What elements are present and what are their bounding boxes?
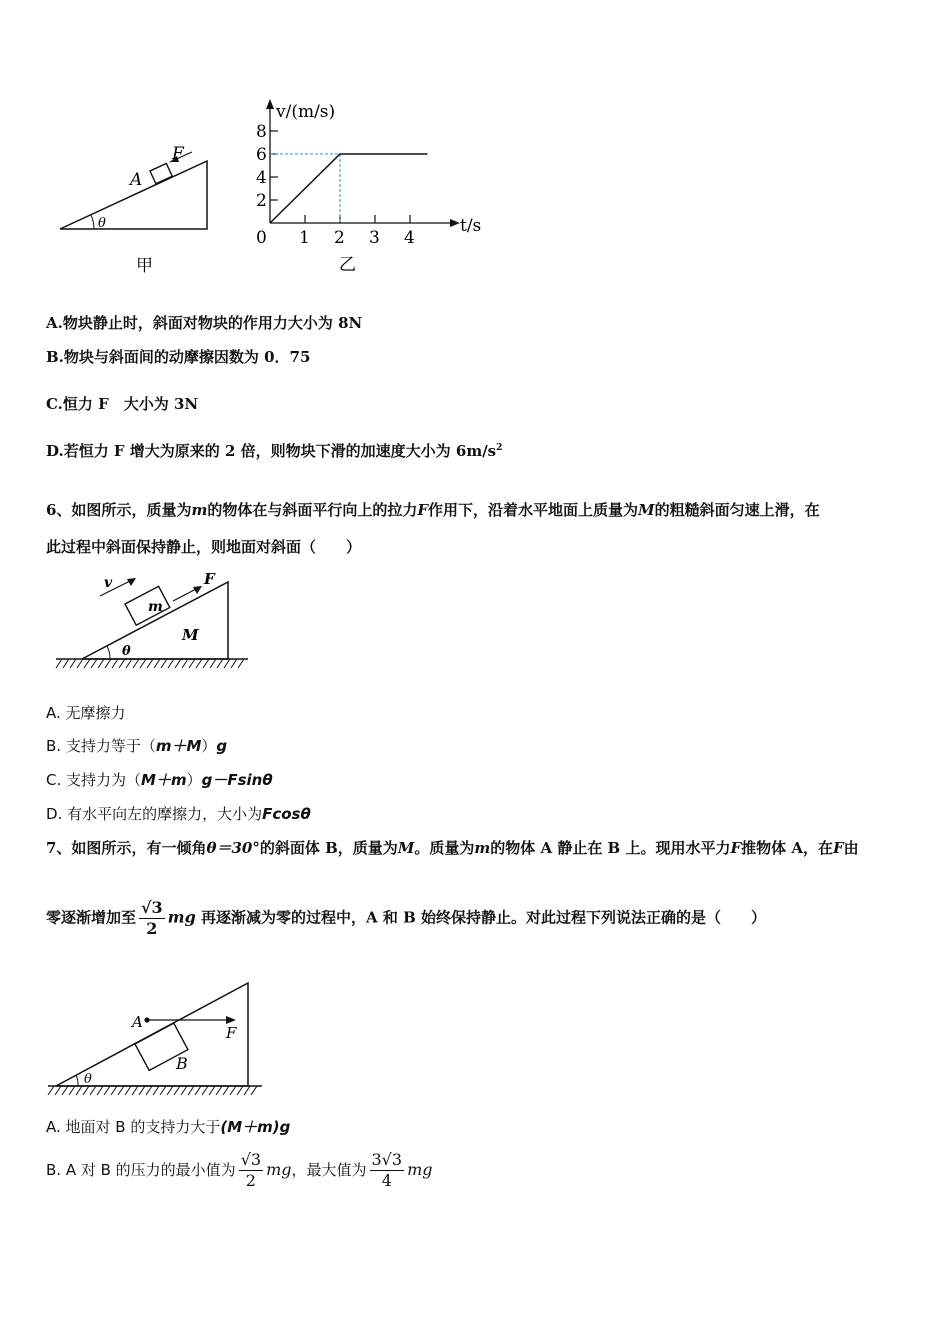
ground-hatch (167, 1086, 173, 1095)
x-axis-arrow (450, 219, 460, 227)
ground-hatch (77, 659, 83, 668)
ground-hatch (62, 1086, 68, 1095)
label-A: A (130, 170, 143, 190)
caption-jia: 甲 (136, 256, 153, 275)
ground-hatch (168, 659, 174, 668)
ground-hatch (210, 659, 216, 668)
ground-hatch (104, 1086, 110, 1095)
q5-option-b: B.物块与斜面间的动摩擦因数为 0．75 (46, 348, 311, 366)
ground-hatch (188, 1086, 194, 1095)
ground-hatch (97, 1086, 103, 1095)
q6-label-theta: θ (122, 644, 131, 659)
ground-hatch (118, 1086, 124, 1095)
ground-hatch (140, 659, 146, 668)
q7-label-theta: θ (84, 1072, 92, 1087)
ground-hatch (55, 1086, 61, 1095)
q5-option-d (46, 440, 502, 461)
ground-hatch (223, 1086, 229, 1095)
q6-label-m: m (148, 599, 163, 615)
ground-hatch (147, 659, 153, 668)
incline-figure-jia (50, 135, 220, 275)
q7-figure (44, 975, 266, 1100)
ground-hatch (174, 1086, 180, 1095)
ground-hatch (63, 659, 69, 668)
x-tick-label: 3 (369, 228, 380, 248)
ground-hatch (202, 1086, 208, 1095)
ground-hatch (154, 659, 160, 668)
q7-stem-line1: 7、如图所示，有一倾角θ＝30°的斜面体 B，质量为M。质量为m的物体 A 静止在 B 上。现用水平力F推物体 A，在F由 (46, 839, 859, 857)
x-tick-label: 4 (404, 228, 415, 248)
ground-hatch (231, 659, 237, 668)
ground-hatch (90, 1086, 96, 1095)
x-tick-label: 1 (299, 228, 310, 248)
q7-fraction: $\frac{√3}{2}$ (141, 898, 163, 938)
caption-yi: 乙 (339, 255, 356, 275)
q6-option-c: C. 支持力为（M＋m）g－Fsinθ (46, 771, 273, 789)
ground-hatch (181, 1086, 187, 1095)
ground-hatch (237, 1086, 243, 1095)
ground-hatch (126, 659, 132, 668)
ground-hatch (196, 659, 202, 668)
q5-option-c: C.恒力 F 大小为 3N (46, 395, 199, 413)
ground-hatch (98, 659, 104, 668)
ground-hatch (161, 659, 167, 668)
velocity-time-chart (250, 95, 500, 280)
ground-hatch (119, 659, 125, 668)
ground-hatch (251, 1086, 257, 1095)
q7-label-B: B (176, 1054, 188, 1073)
ground-hatch (195, 1086, 201, 1095)
q7-option-b-min-fraction: $\frac{√3}{2}$ (240, 1150, 262, 1190)
ground-hatch (91, 659, 97, 668)
label-theta: θ (98, 216, 106, 231)
q5-option-a: A.物块静止时，斜面对物块的作用力大小为 8N (46, 314, 363, 332)
q7-stem-line2: 零逐渐增加至 $\frac{√3}{2}$ mg 再逐渐减为零的过程中，A 和 B 始终保持静止。对此过程下列说法正确的是（ ） (46, 898, 767, 938)
ground-hatch (76, 1086, 82, 1095)
ground-hatch (230, 1086, 236, 1095)
y-tick-label: 6 (256, 145, 267, 165)
x-axis-label: t/s (460, 216, 482, 236)
ground-hatch (244, 1086, 250, 1095)
ground-hatch (111, 1086, 117, 1095)
ground-hatch (146, 1086, 152, 1095)
ground-hatch (175, 659, 181, 668)
q6-label-M: M (182, 626, 199, 644)
q5-option-d-text: D.若恒力 F 增大为原来的 2 倍，则物块下滑的加速度大小为 6m/s (46, 442, 497, 460)
ground-hatch (189, 659, 195, 668)
ground-hatch (153, 1086, 159, 1095)
q7-option-b: B. A 对 B 的压力的最小值为 $\frac{√3}{2}$ mg，最大值为 $\frac{3√3}{4}$ mg (46, 1150, 433, 1190)
ground-hatch (182, 659, 188, 668)
ground-hatch (132, 1086, 138, 1095)
q6-stem-line2: 此过程中斜面保持静止，则地面对斜面（ ） (46, 538, 362, 556)
ground-hatch (48, 1086, 54, 1095)
ground-hatch (139, 1086, 145, 1095)
ground-hatch (84, 659, 90, 668)
y-tick-label: 8 (256, 122, 267, 142)
ground-hatch (217, 659, 223, 668)
ground-hatch (160, 1086, 166, 1095)
ground-hatch (216, 1086, 222, 1095)
ground-hatch (125, 1086, 131, 1095)
ground-hatch (83, 1086, 89, 1095)
q6-option-d: D. 有水平向左的摩擦力，大小为Fcosθ (46, 805, 311, 823)
y-tick-label: 4 (256, 168, 267, 188)
q6-label-v: v (104, 575, 113, 591)
ground-hatch (69, 1086, 75, 1095)
q7-label-F: F (226, 1024, 237, 1042)
q6-label-F: F (204, 570, 215, 588)
ground-hatch (70, 659, 76, 668)
ground-hatch (203, 659, 209, 668)
x-tick-label: 0 (256, 228, 267, 248)
y-tick-label: 2 (256, 191, 267, 211)
y-axis-label: v/(m/s) (276, 102, 336, 122)
q7-option-b-max-fraction: $\frac{3√3}{4}$ (371, 1150, 403, 1190)
ground-hatch (105, 659, 111, 668)
q5-option-d-sup: 2 (496, 443, 503, 453)
q6-option-a: A. 无摩擦力 (46, 704, 126, 722)
q6-option-b: B. 支持力等于（m＋M）g (46, 737, 228, 755)
ground-hatch (133, 659, 139, 668)
q7-label-A: A (132, 1013, 143, 1031)
ground-hatch (112, 659, 118, 668)
ground-hatch (56, 659, 62, 668)
label-F: F (172, 144, 184, 164)
q6-stem-line1: 6、如图所示，质量为m的物体在与斜面平行向上的拉力F作用下，沿着水平地面上质量为M的粗糙斜面匀速上滑，在 (46, 501, 820, 519)
ground-hatch (224, 659, 230, 668)
y-axis-arrow (266, 99, 274, 109)
q6-figure (52, 566, 252, 676)
q7-option-a: A. 地面对 B 的支持力大于(M＋m)g (46, 1118, 291, 1136)
x-tick-label: 2 (334, 228, 345, 248)
ground-hatch (209, 1086, 215, 1095)
ground-hatch (238, 659, 244, 668)
velocity-line (270, 154, 428, 223)
